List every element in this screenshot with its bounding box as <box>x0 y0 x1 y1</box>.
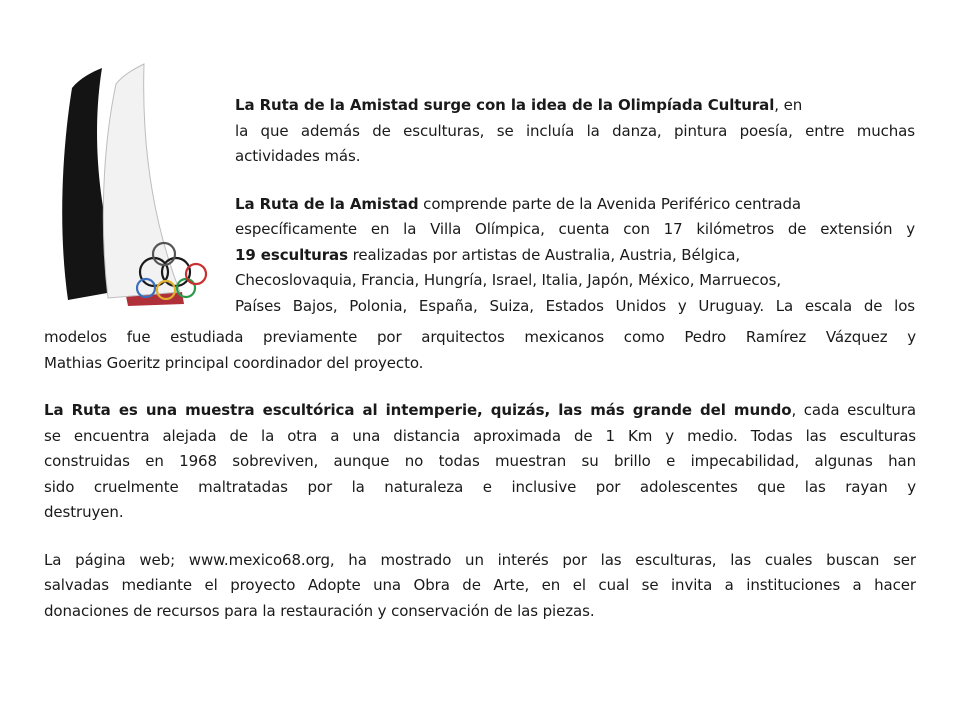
p2-line-1 <box>235 192 915 218</box>
p3-line-3: construidas en 1968 sobreviven, aunque no todas muestran su brillo e impecabilidad, algunas han <box>44 452 916 470</box>
p2-bold-count: 19 esculturas <box>235 245 348 264</box>
p3-line-1 <box>44 398 916 424</box>
intro-text-block <box>235 93 915 319</box>
p4-line-3: donaciones de recursos para la restauración y conservación de las piezas. <box>44 601 595 620</box>
p1-line-1 <box>235 93 915 119</box>
p1-line-1-rest: , en <box>774 96 803 114</box>
p4-line-2: salvadas mediante el proyecto Adopte una Obra de Arte, en el cual se invita a instituciones a hacer <box>44 576 916 594</box>
p3-line-1-rest: , cada escultura <box>791 401 916 419</box>
p1-line-3: actividades más. <box>235 147 361 165</box>
p4-line-1: La página web; www.mexico68.org, ha mostrado un interés por las esculturas, las cuales buscan ser <box>44 550 916 569</box>
p2-line-4: Checoslovaquia, Francia, Hungría, Israel, Italia, Japón, México, Marruecos, <box>235 271 782 289</box>
p3-line-4: sido cruelmente maltratadas por la naturaleza e inclusive por adolescentes que las rayan y <box>44 477 916 496</box>
p2-line-5: Países Bajos, Polonia, España, Suiza, Estados Unidos y Uruguay. La escala de los <box>235 296 915 315</box>
p2-line-1-rest: comprende parte de la Avenida Periférico centrada <box>418 194 802 213</box>
p2-line-3-rest: realizadas por artistas de Australia, Austria, Bélgica, <box>347 245 741 264</box>
p2-line-3 <box>235 243 915 269</box>
main-text-block <box>44 325 916 624</box>
p2-line-6: modelos fue estudiada previamente por arquitectos mexicanos como Pedro Ramírez Vázquez y <box>44 328 916 346</box>
p3-line-5: destruyen. <box>44 503 124 521</box>
p1-bold-lead: La Ruta de la Amistad surge con la idea de la Olimpíada Cultural <box>235 96 775 114</box>
p2-line-2: específicamente en la Villa Olímpica, cuenta con 17 kilómetros de extensión y <box>235 220 915 238</box>
sculpture-image <box>56 60 226 310</box>
p1-line-2: la que además de esculturas, se incluía la danza, pintura poesía, entre muchas <box>235 121 915 140</box>
p3-bold-lead: La Ruta es una muestra escultórica al intemperie, quizás, las más grande del mundo <box>44 401 792 419</box>
p2-line-7: Mathias Goeritz principal coordinador del proyecto. <box>44 353 424 372</box>
p3-line-2: se encuentra alejada de la otra a una distancia aproximada de 1 Km y medio. Todas las esculturas <box>44 426 916 445</box>
p2-bold-lead: La Ruta de la Amistad <box>235 194 419 213</box>
